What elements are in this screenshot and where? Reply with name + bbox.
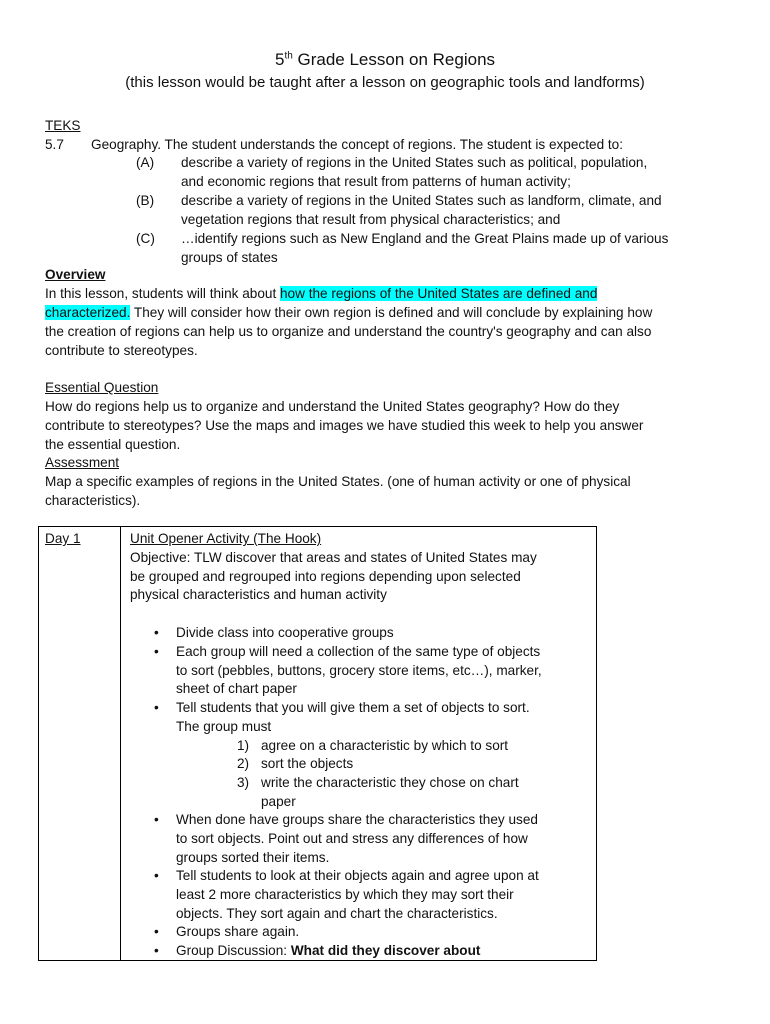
teks-intro: Geography. The student understands the concept of regions. The student is expected to: (91, 137, 624, 152)
day-label: Day 1 (45, 531, 81, 546)
overview-line: contribute to stereotypes. (45, 343, 198, 358)
activity-title: Unit Opener Activity (The Hook) (130, 531, 322, 546)
assessment-line: characteristics). (45, 493, 141, 508)
list-item-text: Tell students to look at their objects again and agree upon at (176, 868, 539, 883)
teks-item-letter: (C) (136, 231, 155, 246)
overview-line: characterized. They will consider how their own region is defined and will conclude by explaining how (45, 305, 653, 320)
step-number: 3) (237, 775, 250, 790)
teks-item-text: describe a variety of regions in the United States such as landform, climate, and (181, 193, 662, 208)
step-number: 1) (237, 738, 250, 753)
list-item-text: Tell students that you will give them a set of objects to sort. (176, 700, 530, 715)
teks-item-text: groups of states (181, 250, 278, 265)
list-item-text: to sort (pebbles, buttons, grocery store items, etc…), marker, (176, 663, 542, 678)
step-number: 2) (237, 756, 250, 771)
step-text: paper (261, 794, 296, 809)
list-item-text: Each group will need a collection of the same type of objects (176, 644, 541, 659)
highlighted-text: how the regions of the United States are defined and (280, 286, 598, 301)
teks-item-text: vegetation regions that result from physical characteristics; and (181, 212, 561, 227)
essential-question-line: the essential question. (45, 437, 181, 452)
overview-line: In this lesson, students will think about how the regions of the United States are defined and (45, 286, 598, 301)
table-column-divider (120, 527, 121, 960)
overview-heading: Overview (45, 267, 106, 282)
teks-item-letter: (A) (136, 155, 155, 170)
list-item-text: The group must (176, 719, 272, 734)
objective-line: be grouped and regrouped into regions depending upon selected (130, 569, 521, 584)
page-title: 5th Grade Lesson on Regions (274, 50, 496, 69)
assessment-heading: Assessment (45, 455, 120, 470)
list-item-text: Divide class into cooperative groups (176, 625, 394, 640)
page-subtitle: (this lesson would be taught after a lesson on geographic tools and landforms) (125, 74, 645, 91)
list-item-text: sheet of chart paper (176, 681, 297, 696)
overview-line: the creation of regions can help us to organize and understand the country's geography and can also (45, 324, 652, 339)
list-item-text: objects. They sort again and chart the characteristics. (176, 906, 498, 921)
objective-line: Objective: TLW discover that areas and states of United States may (130, 550, 537, 565)
list-item-text: groups sorted their items. (176, 850, 330, 865)
step-text: agree on a characteristic by which to sort (261, 738, 509, 753)
list-item-text: When done have groups share the characteristics they used (176, 812, 538, 827)
list-item-text: to sort objects. Point out and stress any differences of how (176, 831, 528, 846)
list-item-text: least 2 more characteristics by which they may sort their (176, 887, 514, 902)
teks-item-letter: (B) (136, 193, 155, 208)
list-item-text: Groups share again. (176, 924, 300, 939)
step-text: sort the objects (261, 756, 354, 771)
teks-code: 5.7 (45, 137, 64, 152)
assessment-line: Map a specific examples of regions in the United States. (one of human activity or one of physical (45, 474, 631, 489)
list-item-text: Group Discussion: What did they discover about (176, 943, 481, 958)
essential-question-line: How do regions help us to organize and understand the United States geography? How do they (45, 399, 620, 414)
essential-question-line: contribute to stereotypes? Use the maps and images we have studied this week to help you answer (45, 418, 644, 433)
essential-question-heading: Essential Question (45, 380, 159, 395)
teks-heading: TEKS (45, 118, 81, 133)
highlighted-text: characterized. (45, 305, 131, 320)
teks-item-text: and economic regions that result from patterns of human activity; (181, 174, 571, 189)
teks-item-text: …identify regions such as New England and the Great Plains made up of various (181, 231, 669, 246)
step-text: write the characteristic they chose on chart (261, 775, 519, 790)
objective-line: physical characteristics and human activity (130, 587, 387, 602)
teks-item-text: describe a variety of regions in the United States such as political, population, (181, 155, 648, 170)
